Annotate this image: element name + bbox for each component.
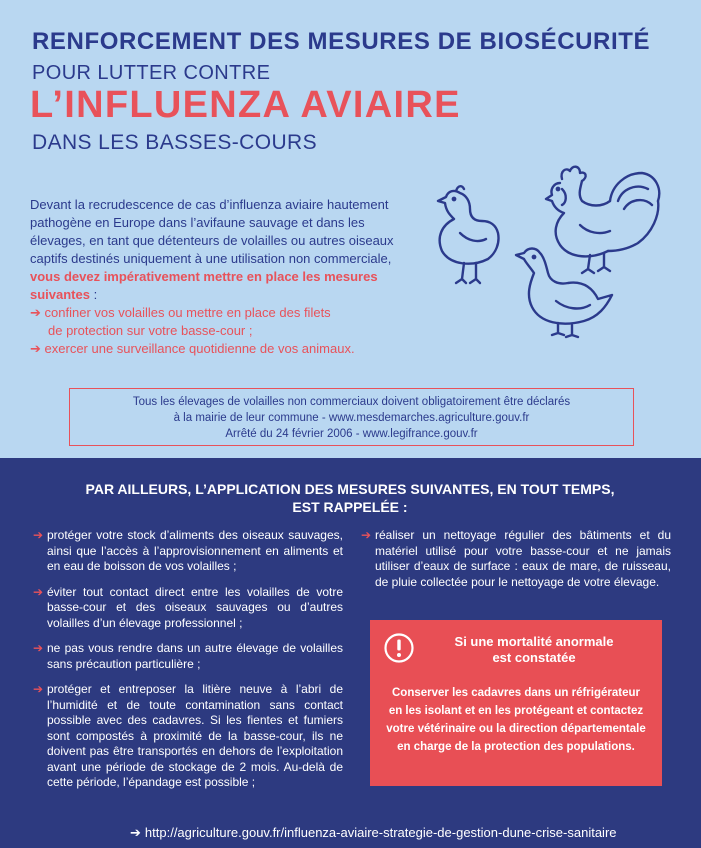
right-measures-list — [361, 528, 671, 600]
declaration-notice — [69, 388, 634, 446]
alert-body: Conserver les cadavres dans un réfrigérateur en les isolant et en les protégeant et contactez votre vétérinaire ou la direction départementale en charge de la protection des populations. — [386, 687, 646, 753]
list-item-text: protéger votre stock d’aliments des oiseaux sauvages, ainsi que l’accès à l’approvisionnement en aliments et en eau de boisson de vos volailles ; — [47, 528, 343, 573]
list-item-text: réaliser un nettoyage régulier des bâtiments et du matériel utilisé pour votre basse-cour et ne jamais utiliser d’eaux de surface : eaux de mare, de ruisseau, de pluie collectée pour le nettoyage de votre élevage. — [375, 528, 671, 589]
intro-paragraph — [30, 196, 410, 358]
notice-line-1: Tous les élevages de volailles non commerciaux doivent obligatoirement être déclarés — [132, 396, 571, 408]
left-measures-list — [33, 528, 343, 801]
list-item — [33, 682, 343, 791]
arrow-icon: ➔ — [30, 305, 41, 320]
intro-point-2 — [30, 340, 410, 358]
intro-highlight: vous devez impérativement mettre en place les mesures suivantes — [30, 269, 378, 302]
arrow-icon: ➔ — [33, 528, 44, 542]
notice-line-3: Arrêté du 24 février 2006 - www.legifrance.gouv.fr — [225, 428, 478, 440]
alert-title — [425, 634, 643, 666]
arrow-icon: ➔ — [33, 584, 44, 599]
list-item — [361, 528, 671, 590]
hen-icon — [438, 186, 499, 283]
rooster-icon — [546, 167, 659, 273]
arrow-icon: ➔ — [30, 341, 41, 356]
list-item-text: protéger et entreposer la litière neuve à l’abri de l’humidité et de toute contamination sans contact possible avec des cadavres. Si les fientes et fumiers sont compostés à proximité de la basse-cour, ils ne doivent pas être transportés en dehors de l’exploitation avant une période de stockage de 2 mois. Au-delà de cette période, l’épandage est possible ; — [47, 682, 343, 789]
poultry-illustration-icon — [412, 155, 680, 340]
intro-point-1-line1: confiner vos volailles ou mettre en place des filets — [44, 305, 331, 320]
notice-line-2: à la mairie de leur commune - www.mesdemarches.agriculture.gouv.fr — [173, 412, 530, 424]
alert-title-line-2: est constatée — [492, 650, 576, 665]
list-item — [33, 528, 343, 575]
duck-icon — [516, 249, 612, 338]
arrow-icon: ➔ — [130, 825, 141, 840]
list-item-text: ne pas vous rendre dans un autre élevage de volailles sans précaution particulière ; — [47, 641, 343, 671]
arrow-icon: ➔ — [33, 641, 44, 655]
warning-icon — [383, 632, 415, 664]
arrow-icon: ➔ — [33, 682, 44, 696]
alert-title-line-1: Si une mortalité anormale — [454, 634, 614, 649]
list-item-text: éviter tout contact direct entre les volailles de votre basse-cour et des oiseaux sauvages ou d’autres volailles d’un élevage professionnel ; — [47, 584, 343, 630]
title-main: L’INFLUENZA AVIAIRE — [30, 84, 461, 126]
title-line-4: DANS LES BASSES-COURS — [32, 131, 317, 154]
info-link[interactable] — [130, 825, 617, 841]
section-title-line-2: EST RAPPELÉE : — [292, 499, 408, 515]
bottom-section — [0, 458, 701, 848]
list-item — [33, 585, 343, 632]
title-line-1: RENFORCEMENT DES MESURES DE BIOSÉCURITÉ — [32, 28, 651, 55]
intro-point-1 — [30, 304, 410, 340]
list-item — [33, 641, 343, 672]
intro-point-1-line2: de protection sur votre basse-cour ; — [48, 323, 253, 338]
title-line-2: POUR LUTTER CONTRE — [32, 62, 271, 84]
mortality-alert-box — [370, 620, 662, 786]
section-title-line-1: PAR AILLEURS, L’APPLICATION DES MESURES SUIVANTES, EN TOUT TEMPS, — [85, 481, 615, 497]
arrow-icon: ➔ — [361, 528, 372, 542]
intro-colon: : — [89, 287, 98, 302]
intro-text: Devant la recrudescence de cas d’influenza aviaire hautement pathogène en Europe dans l’avifaune sauvage et dans les élevages, en tant que détenteurs de volailles ou autres oiseaux captifs destinés uniquement à une utilisation non commerciale, — [30, 197, 394, 266]
intro-point-2-line1: exercer une surveillance quotidienne de vos animaux. — [44, 341, 355, 356]
info-link-text[interactable]: http://agriculture.gouv.fr/influenza-aviaire-strategie-de-gestion-dune-crise-sanitaire — [144, 825, 617, 840]
section-title — [50, 480, 650, 516]
